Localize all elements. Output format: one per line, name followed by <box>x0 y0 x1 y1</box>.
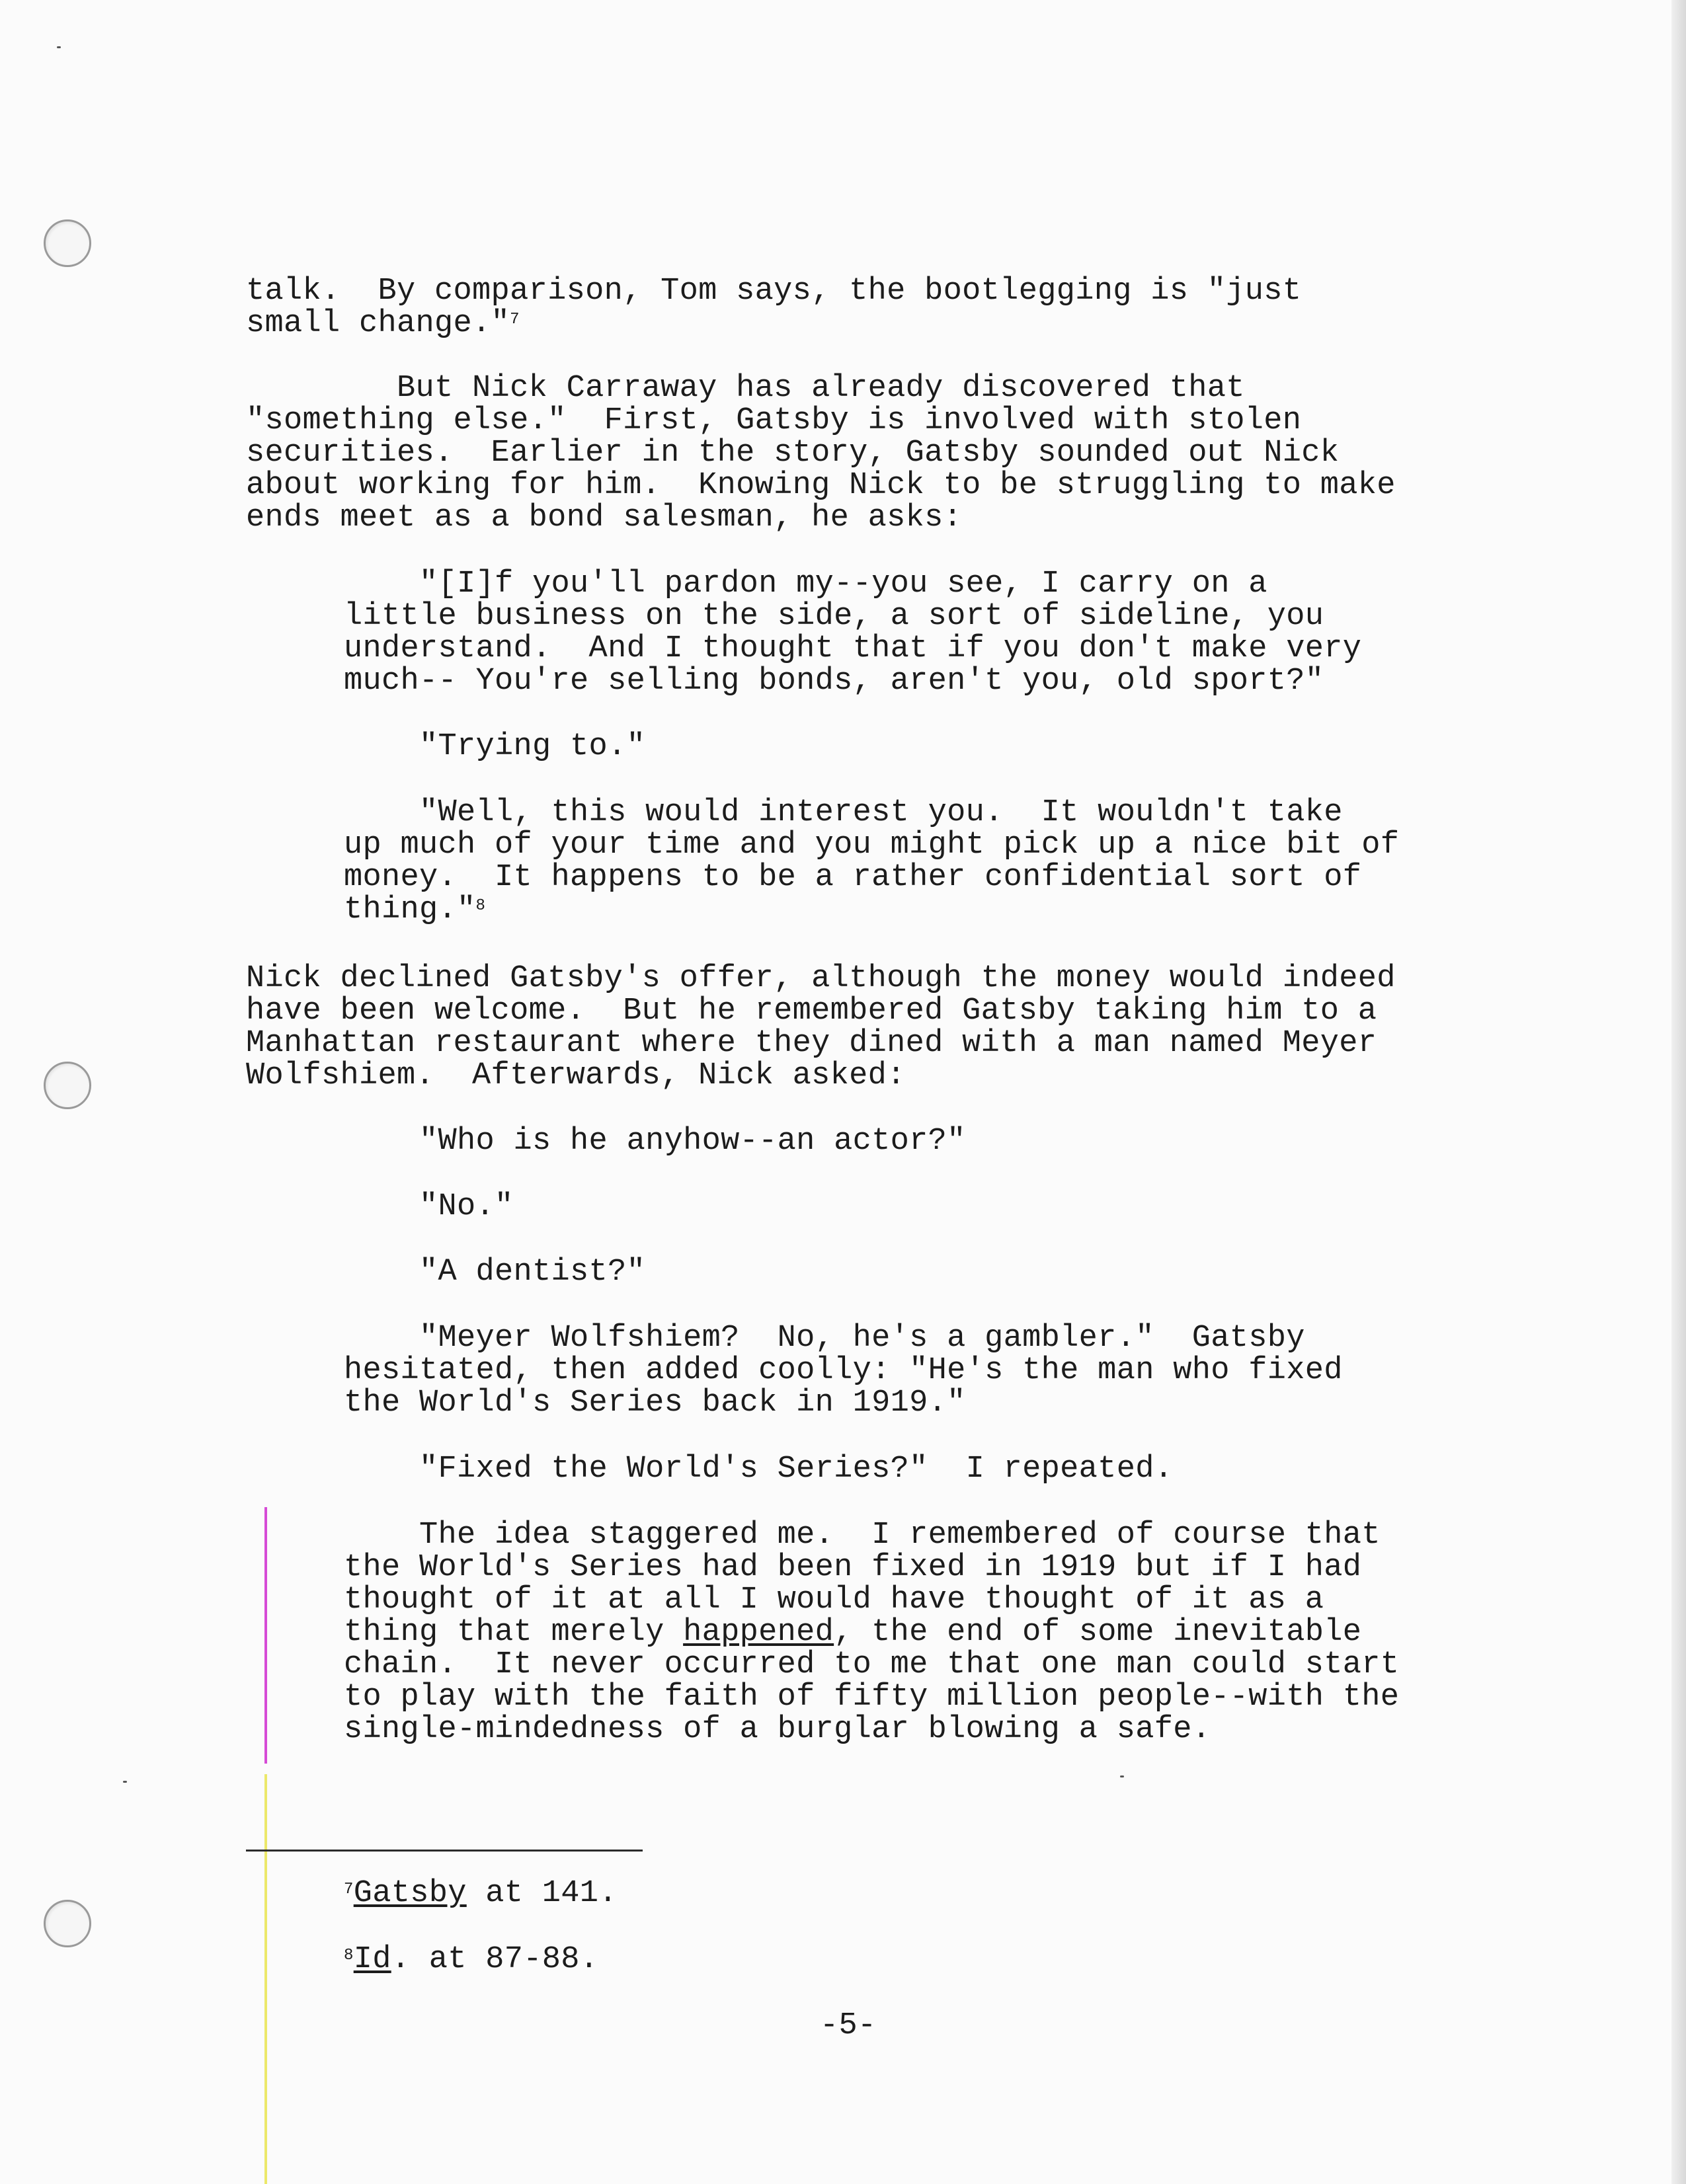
quote-line: the World's Series had been fixed in 1919 but if I had <box>344 1550 1362 1585</box>
quote-line <box>344 894 485 926</box>
scan-speck <box>57 46 61 48</box>
text-line: about working for him. Knowing Nick to be struggling to make <box>246 468 1396 503</box>
quote-line: "Fixed the World's Series?" I repeated. <box>344 1452 1174 1487</box>
revision-bar-yellow <box>264 1774 267 2184</box>
footnote-title: Id <box>353 1942 391 1977</box>
page-number: -5- <box>820 2008 877 2043</box>
footnote-title: Gatsby <box>353 1876 467 1911</box>
text-line: Manhattan restaurant where they dined with a man named Meyer <box>246 1026 1377 1061</box>
footnote-8 <box>344 1943 598 1976</box>
footnote-number: 7 <box>344 1881 354 1898</box>
quote-line: much-- You're selling bonds, aren't you, old sport?" <box>344 664 1324 699</box>
text-fragment: , the end of some inevitable <box>834 1615 1362 1650</box>
footnote-rule <box>246 1850 643 1852</box>
text-line: ends meet as a bond salesman, he asks: <box>246 500 963 535</box>
quote-line: "Trying to." <box>344 729 646 764</box>
underlined-word: happened <box>683 1615 834 1650</box>
quote-line: "Well, this would interest you. It wouldn't take <box>344 795 1343 830</box>
quote-line: "Meyer Wolfshiem? No, he's a gambler." Gatsby <box>344 1321 1305 1356</box>
quote-line: The idea staggered me. I remembered of course that <box>344 1518 1381 1553</box>
quote-line: thought of it at all I would have thought of it as a <box>344 1582 1324 1618</box>
quote-line <box>344 1616 1361 1649</box>
text-fragment: thing." <box>344 892 476 927</box>
quote-line: hesitated, then added coolly: "He's the man who fixed <box>344 1353 1343 1388</box>
footnote-7 <box>344 1877 618 1910</box>
quote-line: to play with the faith of fifty million people--with the <box>344 1680 1400 1715</box>
revision-bar-magenta <box>264 1507 267 1764</box>
scan-speck <box>123 1781 127 1783</box>
text-line <box>246 307 520 340</box>
text-line: talk. By comparison, Tom says, the bootlegging is "just <box>246 274 1302 309</box>
text-line: But Nick Carraway has already discovered that <box>246 371 1245 406</box>
footnote-ref: 8 <box>475 897 486 915</box>
quote-line: money. It happens to be a rather confidential sort of <box>344 860 1362 895</box>
text-fragment: thing that merely <box>344 1615 684 1650</box>
text-line: Nick declined Gatsby's offer, although the money would indeed <box>246 961 1396 996</box>
quote-line: "[I]f you'll pardon my--you see, I carry on a <box>344 566 1267 602</box>
scan-speck <box>1120 1775 1124 1777</box>
footnote-number: 8 <box>344 1947 354 1965</box>
text-line: have been welcome. But he remembered Gatsby taking him to a <box>246 994 1377 1029</box>
quote-line: little business on the side, a sort of sideline, you <box>344 599 1324 634</box>
quote-line: "A dentist?" <box>344 1255 646 1290</box>
quote-line: single-mindedness of a burglar blowing a safe. <box>344 1712 1211 1747</box>
footnote-ref: 7 <box>510 311 520 329</box>
page-edge <box>1671 0 1686 2184</box>
text-line: "something else." First, Gatsby is involved with stolen <box>246 403 1302 438</box>
footnote-text: at 141. <box>466 1876 618 1911</box>
text-line: Wolfshiem. Afterwards, Nick asked: <box>246 1058 906 1093</box>
quote-line: understand. And I thought that if you don't make very <box>344 631 1362 666</box>
quote-line: chain. It never occurred to me that one man could start <box>344 1647 1400 1682</box>
quote-line: up much of your time and you might pick up a nice bit of <box>344 828 1400 863</box>
binder-hole-middle <box>44 1062 91 1109</box>
quote-line: "No." <box>344 1189 514 1224</box>
footnote-text: . at 87-88. <box>391 1942 599 1977</box>
text-fragment: small change." <box>246 306 510 341</box>
binder-hole-top <box>44 219 91 267</box>
text-line: securities. Earlier in the story, Gatsby sounded out Nick <box>246 436 1340 471</box>
quote-line: "Who is he anyhow--an actor?" <box>344 1124 966 1159</box>
binder-hole-bottom <box>44 1900 91 1947</box>
quote-line: the World's Series back in 1919." <box>344 1385 966 1421</box>
